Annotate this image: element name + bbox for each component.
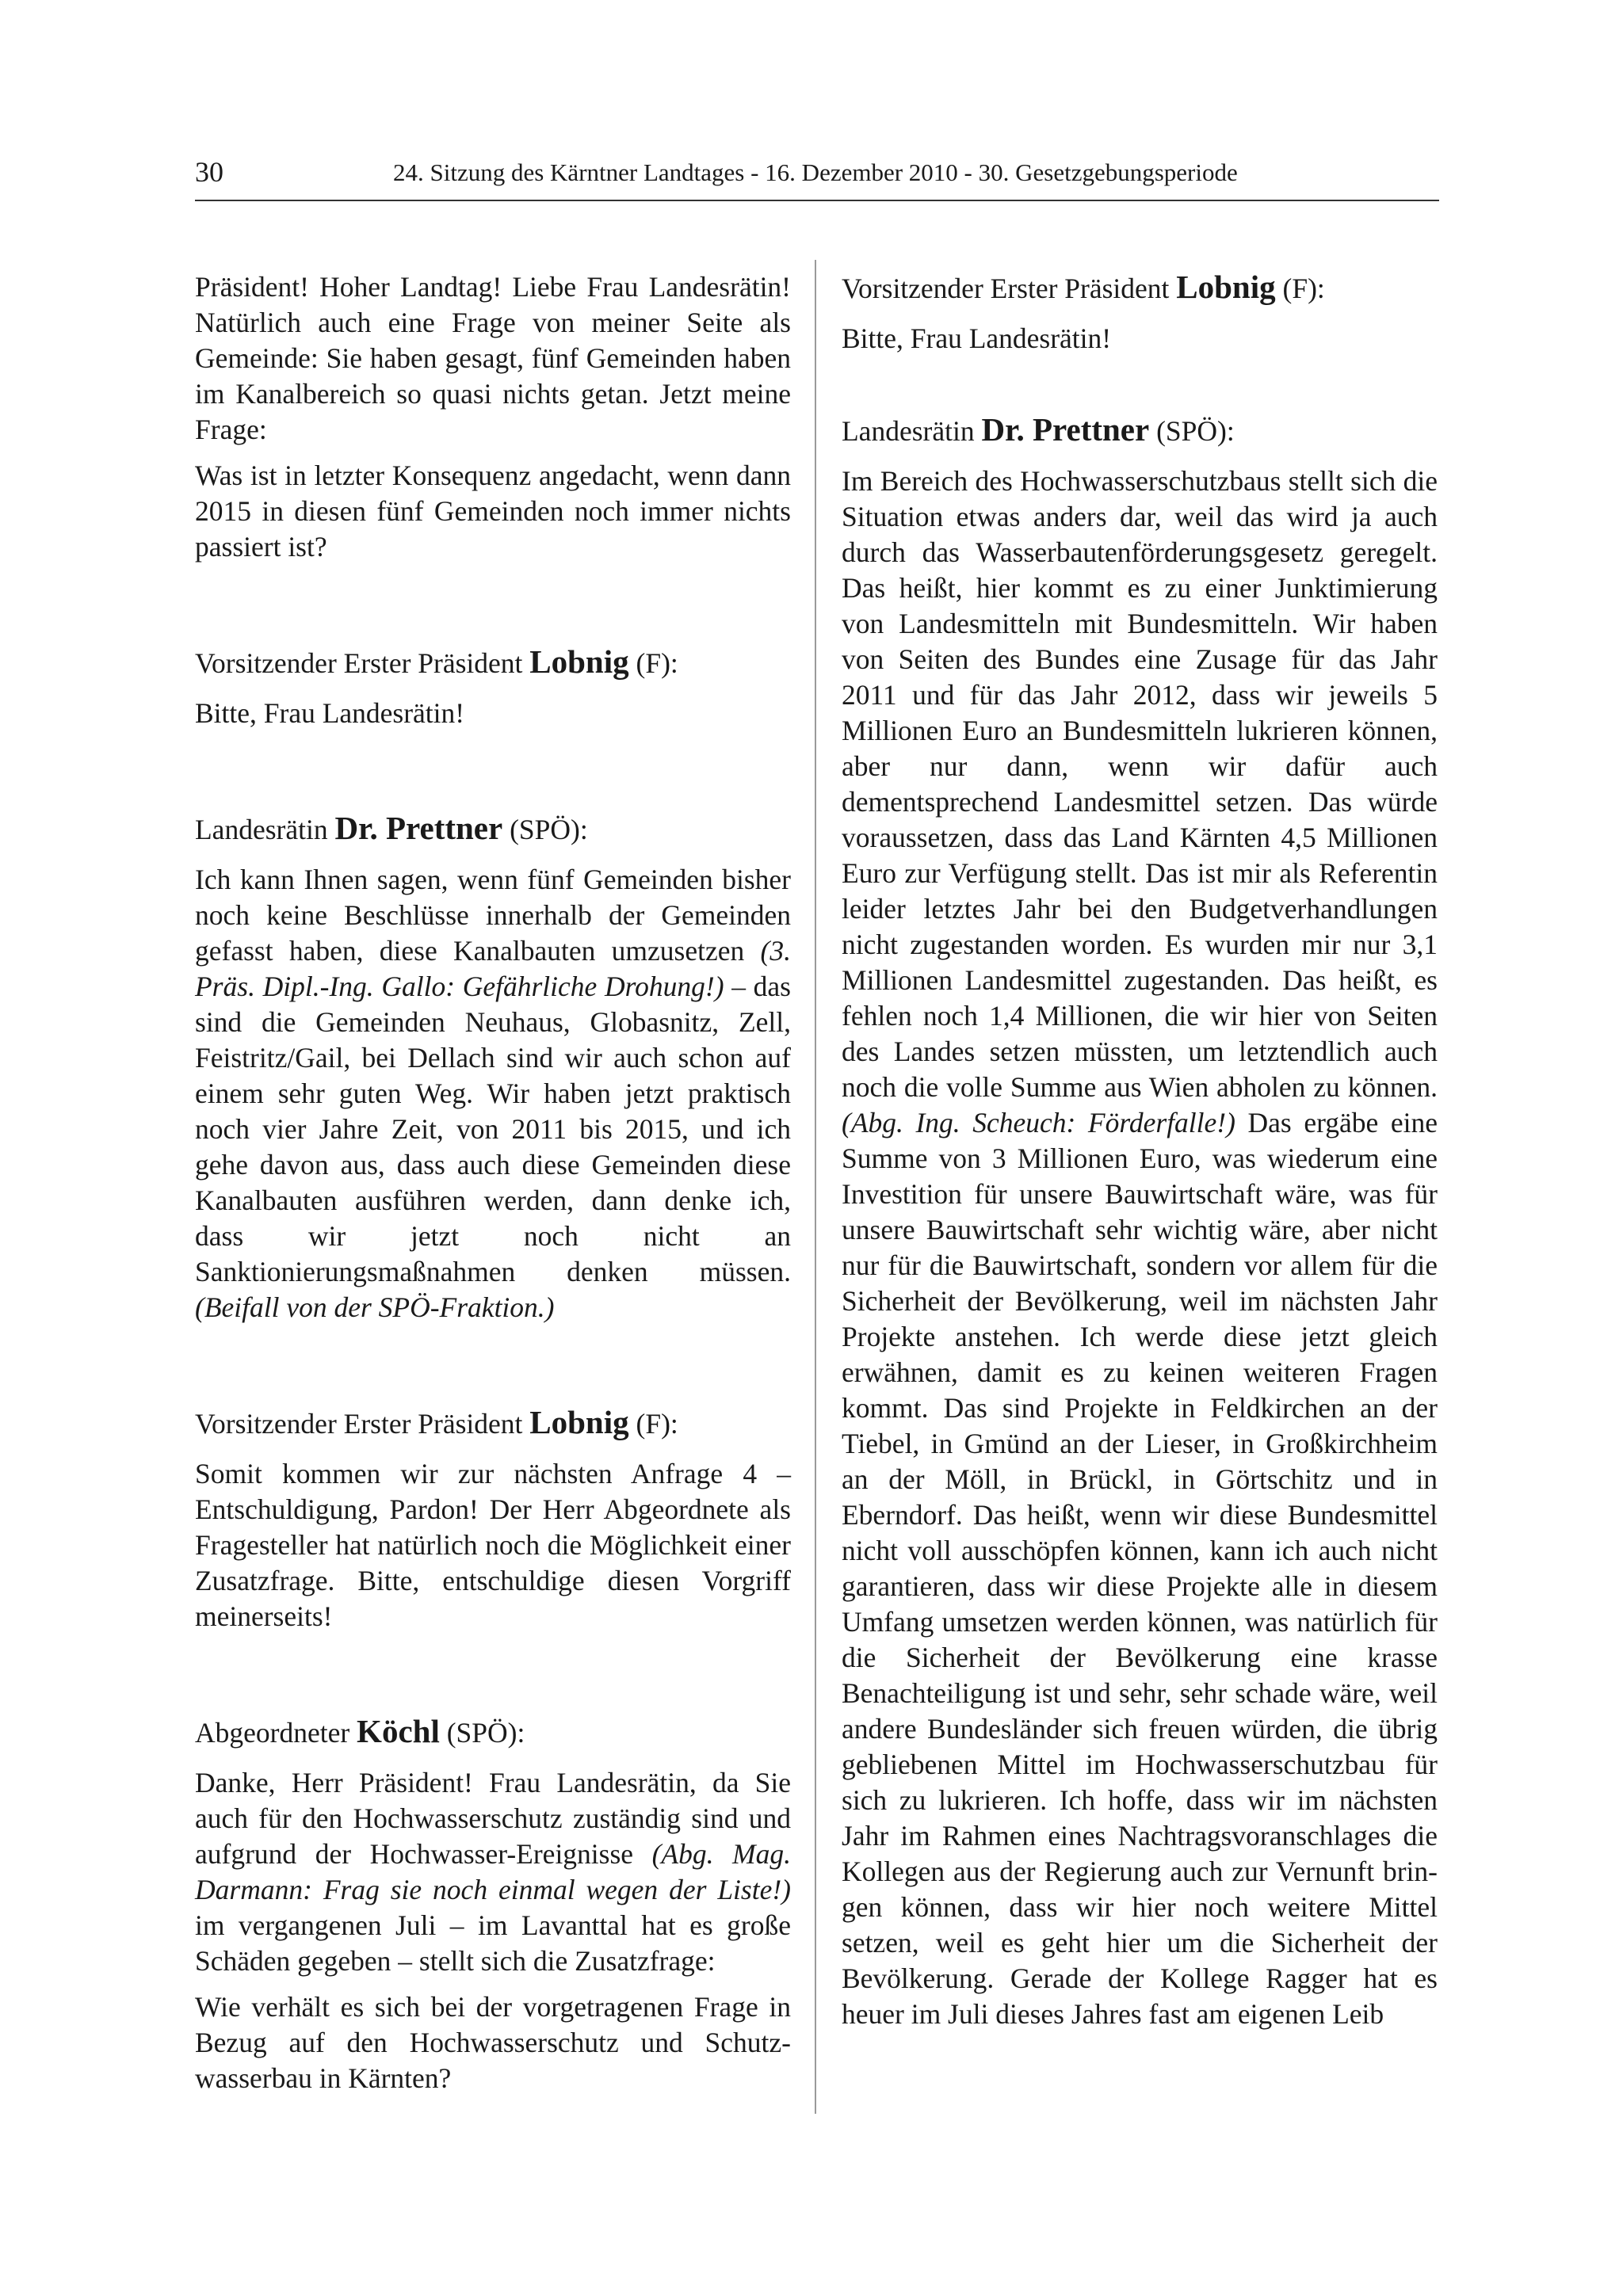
interjection: (Beifall von der SPÖ-Fraktion.) (195, 1291, 555, 1323)
speaker-heading (842, 412, 1438, 449)
speaker-party: (F): (628, 647, 678, 679)
page-number: 30 (195, 156, 223, 188)
left-column (195, 269, 791, 2096)
page-header (195, 155, 1439, 201)
interjection: (Abg. Mag. Darmann: Frag sie noch einmal wegen der Liste!) (195, 1838, 791, 1905)
speaker-role: Landesrätin (842, 415, 982, 447)
speaker-role: Vorsitzender Erster Präsident (195, 1408, 530, 1440)
paragraph: Bitte, Frau Landesrätin! (195, 697, 465, 729)
speaker-heading (195, 810, 791, 848)
text-run: Das ergäbe eine Summe von 3 Millionen Euro, was wiederum eine Investition für unsere Bauwirtschaft wäre, was für unsere Bauwirtschaft sehr wichtig wäre, aber nicht nur für die Bauwirtschaft, sondern vor allem für die Sicherheit der Bevölkerung, weil im nächsten Jahr Projekte anstehen. Ich werde diese jetzt gleich erwähnen, damit es zu keinen weiteren Fragen kommt. Das sind Projekte in Feldkirchen an der Tiebel, in Gmünd an der Lieser, in Großkirchheim an der Möll, in Brückl, in Görtschitz und in Eberndorf. Das heißt, wenn wir diese Bundesmittel nicht voll ausschöpfen können, kann ich auch nicht garantieren, dass wir diese Projekte alle in diesem Umfang umsetzen werden können, was natürlich für die Sicherheit der Bevölkerung eine krasse Benachteiligung ist und sehr, sehr schade wäre, weil andere Bundesländer sich freuen würden, die übrig gebliebenen Mittel im Hochwasserschutzbau für sich zu lukrieren. Ich hoffe, dass wir im nächsten Jahr im Rahmen eines Nachtragsvoranschlages die Kollegen aus der Regierung auch zur Vernunft bringen können, dass wir hier noch weitere Mittel setzen, weil es geht hier um die Sicherheit der Bevölkerung. Gerade der Kollege Ragger hat es heuer im Juli dieses Jahres fast am eigenen Leib (842, 1107, 1438, 2030)
paragraph: Präsident! Hoher Landtag! Liebe Frau Landesrätin! Natürlich auch eine Frage von meiner Seite als Gemeinde: Sie haben gesagt, fünf Gemeinden haben im Kanalbereich so quasi nichts getan. Jetzt meine Frage: (195, 271, 791, 445)
speaker-name: Dr. Prettner (334, 810, 503, 846)
speaker-name: Lobnig (529, 643, 629, 680)
speaker-name: Köchl (357, 1713, 440, 1749)
interjection: (Abg. Ing. Scheuch: Förderfalle!) (842, 1107, 1235, 1138)
speaker-party: (SPÖ): (1149, 415, 1235, 447)
speaker-party: (F): (1275, 273, 1325, 304)
text-run: – das sind die Gemeinden Neuhaus, Globasnitz, Zell, Feistritz/Gail, bei Dellach sind wir auch schon auf einem sehr guten Weg. Wir haben jetzt praktisch noch vier Jahre Zeit, von 2011 bis 2015, und ich gehe davon aus, dass auch diese Gemeinden diese Kanalbauten ausführen werden, dann denke ich, dass wir jetzt noch nicht an Sanktionierungsmaßnahmen denken müssen. (195, 971, 791, 1287)
interjection: (3. Präs. Dipl.-Ing. Gallo: Gefährliche Drohung!) (195, 935, 791, 1002)
text-run: Im Bereich des Hochwasserschutzbaus stellt sich die Situation etwas anders dar, weil das wird ja auch durch das Wasserbautenförderungsgesetz geregelt. Das heißt, hier kommt es zu einer Junktimierung von Landesmitteln mit Bundesmitteln. Wir haben von Seiten des Bundes eine Zusage für das Jahr 2011 und für das Jahr 2012, dass wir jeweils 5 Millionen Euro an Bundesmitteln lukrieren können, aber nur dann, wenn wir dafür auch dementsprechend Landesmittel setzen. Das würde voraussetzen, dass das Land Kärnten 4,5 Millionen Euro zur Verfügung stellt. Das ist mir als Referentin leider letztes Jahr bei den Budgetverhandlungen nicht zugestanden worden. Es wurden mir nur 3,1 Millionen Landesmittel zugestanden. Das heißt, es fehlen noch 1,4 Millionen, die wir hier von Seiten des Landes setzen müssten, um letztendlich auch noch die volle Summe aus Wien abholen zu können. (842, 465, 1438, 1103)
paragraph: Was ist in letzter Konsequenz angedacht, wenn dann 2015 in diesen fünf Gemeinden noch immer nichts passiert ist? (195, 460, 791, 563)
speaker-name: Lobnig (529, 1404, 629, 1440)
right-column (842, 269, 1438, 2032)
speaker-name: Dr. Prettner (981, 411, 1150, 448)
speaker-role: Landesrätin (195, 814, 335, 845)
column-divider (815, 260, 816, 2114)
speaker-heading (842, 269, 1438, 307)
speaker-role: Vorsitzender Erster Präsident (195, 647, 530, 679)
speaker-role: Abgeordneter (195, 1717, 357, 1749)
text-run: im vergangenen Juli – im Lavanttal hat es große Schäden gegeben – stellt sich die Zusatzfrage: (195, 1909, 791, 1977)
speaker-role: Vorsitzender Erster Präsident (842, 273, 1177, 304)
paragraph: Wie verhält es sich bei der vorgetragenen Frage in Bezug auf den Hochwasserschutz und Schutzwasserbau in Kärnten? (195, 1991, 791, 2094)
paragraph (195, 1765, 791, 1979)
paragraph: Somit kommen wir zur nächsten Anfrage 4 – Entschuldigung, Pardon! Der Herr Abgeordnete als Fragesteller hat natürlich noch die Möglichkeit einer Zusatzfrage. Bitte, entschuldige diesen Vorgriff meinerseits! (195, 1458, 791, 1632)
speaker-heading (195, 644, 791, 681)
speaker-party: (SPÖ): (502, 814, 588, 845)
text-run: Danke, Herr Präsident! Frau Landesrätin, da Sie auch für den Hochwasserschutz zuständig sind und aufgrund der Hochwasser-Ereignisse (195, 1767, 791, 1870)
speaker-heading (195, 1714, 791, 1751)
running-title: 24. Sitzung des Kärntner Landtages - 16. Dezember 2010 - 30. Gesetzgebungsperiode (393, 158, 1238, 186)
paragraph (842, 463, 1438, 2032)
speaker-heading (195, 1405, 791, 1442)
speaker-party: (F): (628, 1408, 678, 1440)
text-run: Ich kann Ihnen sagen, wenn fünf Gemeinden bisher noch keine Beschlüsse innerhalb der Gemeinden gefasst haben, diese Kanalbauten umzusetzen (195, 864, 791, 967)
paragraph: Bitte, Frau Landesrätin! (842, 322, 1112, 354)
paragraph (195, 862, 791, 1325)
speaker-party: (SPÖ): (439, 1717, 525, 1749)
speaker-name: Lobnig (1176, 269, 1276, 305)
